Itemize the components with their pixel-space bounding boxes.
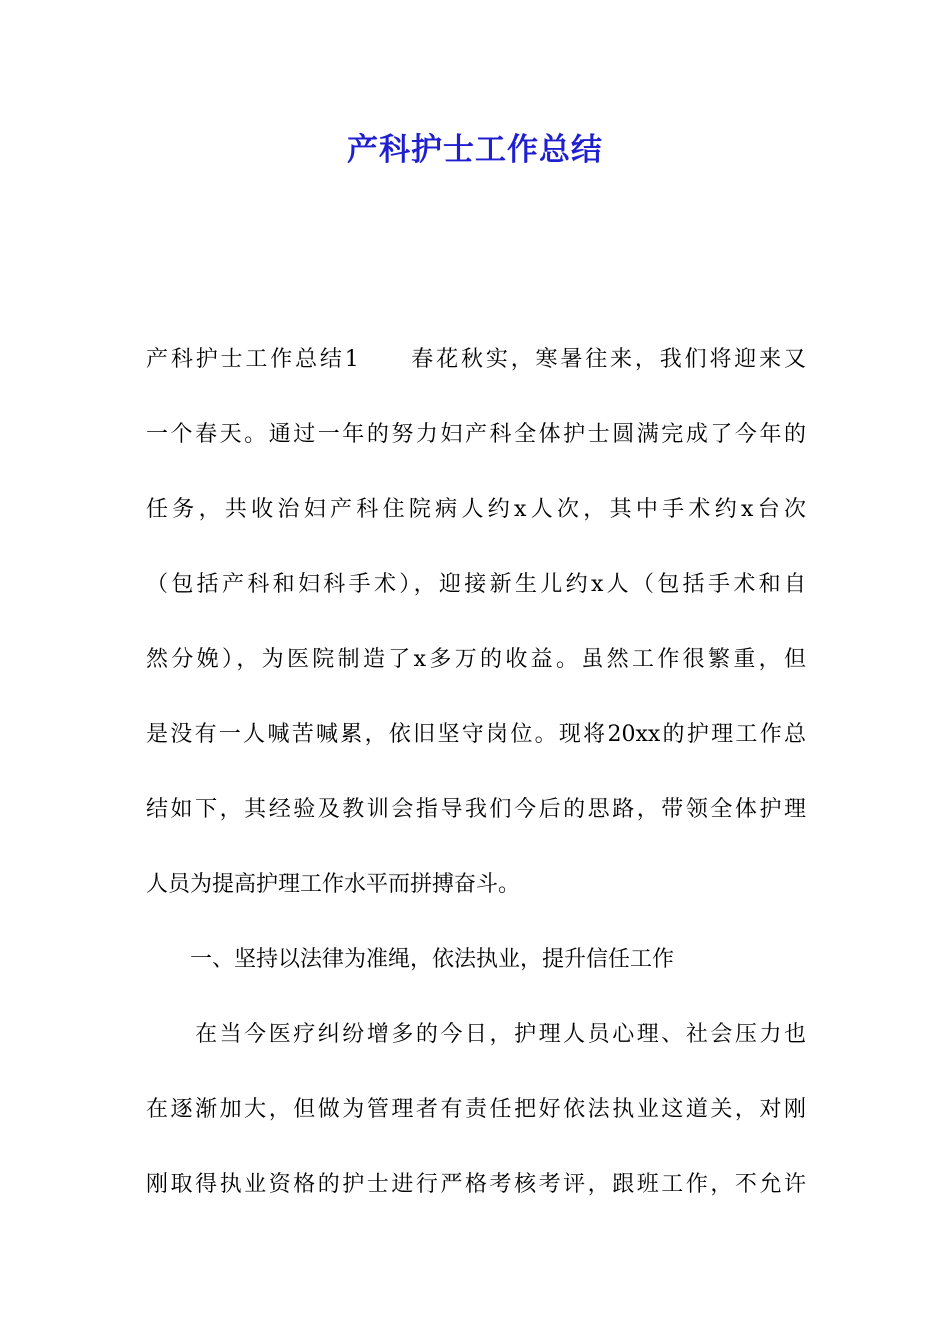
body-line: 在当今医疗纠纷增多的今日，护理人员心理、社会压力也 <box>146 1022 806 1047</box>
body-line: 一个春天。通过一年的努力妇产科全体护士圆满完成了今年的 <box>146 422 806 447</box>
body-line: 是没有一人喊苦喊累，依旧坚守岗位。现将20xx的护理工作总 <box>146 722 806 747</box>
body-line: 任务，共收治妇产科住院病人约x人次，其中手术约x台次 <box>146 497 806 522</box>
document-title: 产科护士工作总结 <box>347 132 603 168</box>
body-line: 然分娩），为医院制造了x多万的收益。虽然工作很繁重，但 <box>146 647 806 672</box>
body-line: 刚取得执业资格的护士进行严格考核考评，跟班工作，不允许 <box>146 1172 806 1197</box>
body-line: 产科护士工作总结1 春花秋实，寒暑往来，我们将迎来又 <box>146 347 806 372</box>
body-line: （包括产科和妇科手术），迎接新生儿约x人（包括手术和自 <box>146 572 806 597</box>
body-line: 在逐渐加大，但做为管理者有责任把好依法执业这道关，对刚 <box>146 1097 806 1122</box>
body-line: 人员为提高护理工作水平而拼搏奋斗。 <box>146 872 521 897</box>
section-heading: 一、坚持以法律为准绳，依法执业，提升信任工作 <box>146 947 675 972</box>
body-line: 结如下，其经验及教训会指导我们今后的思路，带领全体护理 <box>146 797 806 822</box>
